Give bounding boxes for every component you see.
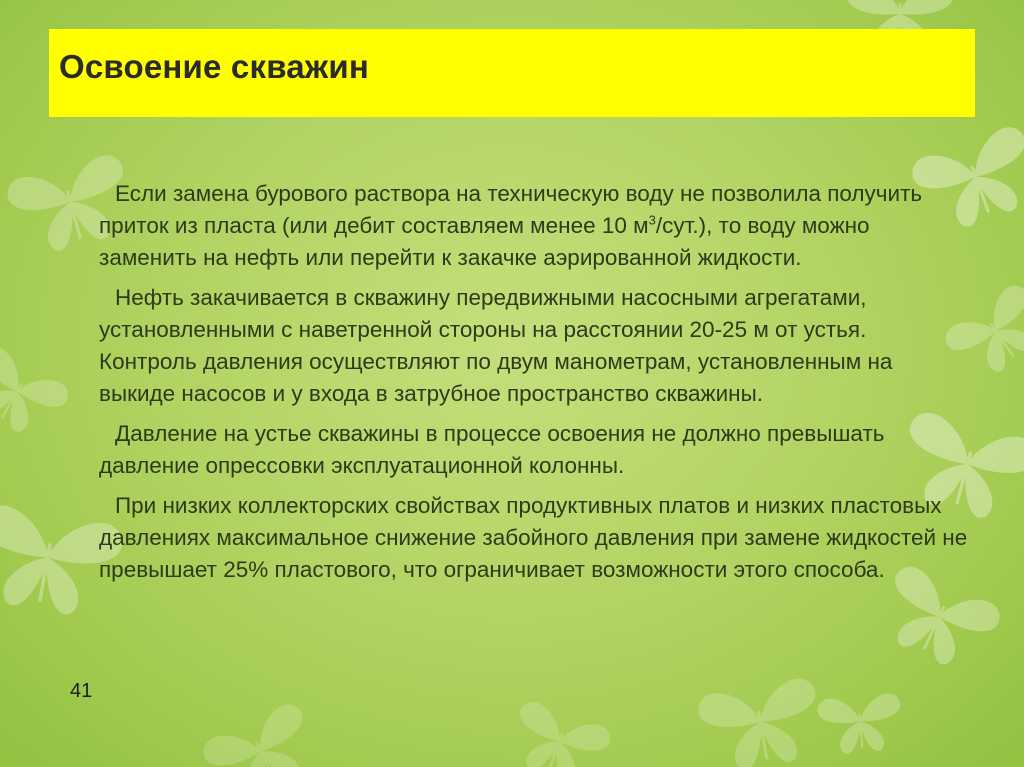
paragraph: Нефть закачивается в скважину передвижными насосными агрегатами, установленными с наветренной стороны на расстоянии 20-25 м от устья. Контроль давления осуществляют по двум манометрам, установленным на выкиде насосов и у входа в затрубное пространство скважины. xyxy=(99,285,893,406)
butterfly-icon xyxy=(696,676,827,767)
butterfly-icon xyxy=(503,698,614,767)
paragraph: Давление на устье скважины в процессе освоения не должно превышать давление опрессовки эксплуатационной колонны. xyxy=(99,421,885,478)
paragraph: Если замена бурового раствора на техническую воду не позволила получить приток из пласта (или дебит составляем менее 10 $м^3/сут$.), то воду можно заменить на нефть или перейти к закачке аэрированной жидкости. xyxy=(99,181,923,270)
butterfly-icon xyxy=(0,343,73,446)
butterfly-icon xyxy=(199,700,326,767)
butterfly-icon xyxy=(817,693,905,756)
slide-body xyxy=(99,178,969,594)
paragraph: При низких коллекторских свойствах продуктивных платов и низких пластовых давлениях максимальное снижение забойного давления при замене жидкостей не превышает 25% пластового, что ограничивает возможности этого способа. xyxy=(99,493,968,582)
title-bar xyxy=(49,29,975,117)
slide-number: 41 xyxy=(70,680,93,702)
slide-title: Освоение скважин xyxy=(59,48,370,85)
